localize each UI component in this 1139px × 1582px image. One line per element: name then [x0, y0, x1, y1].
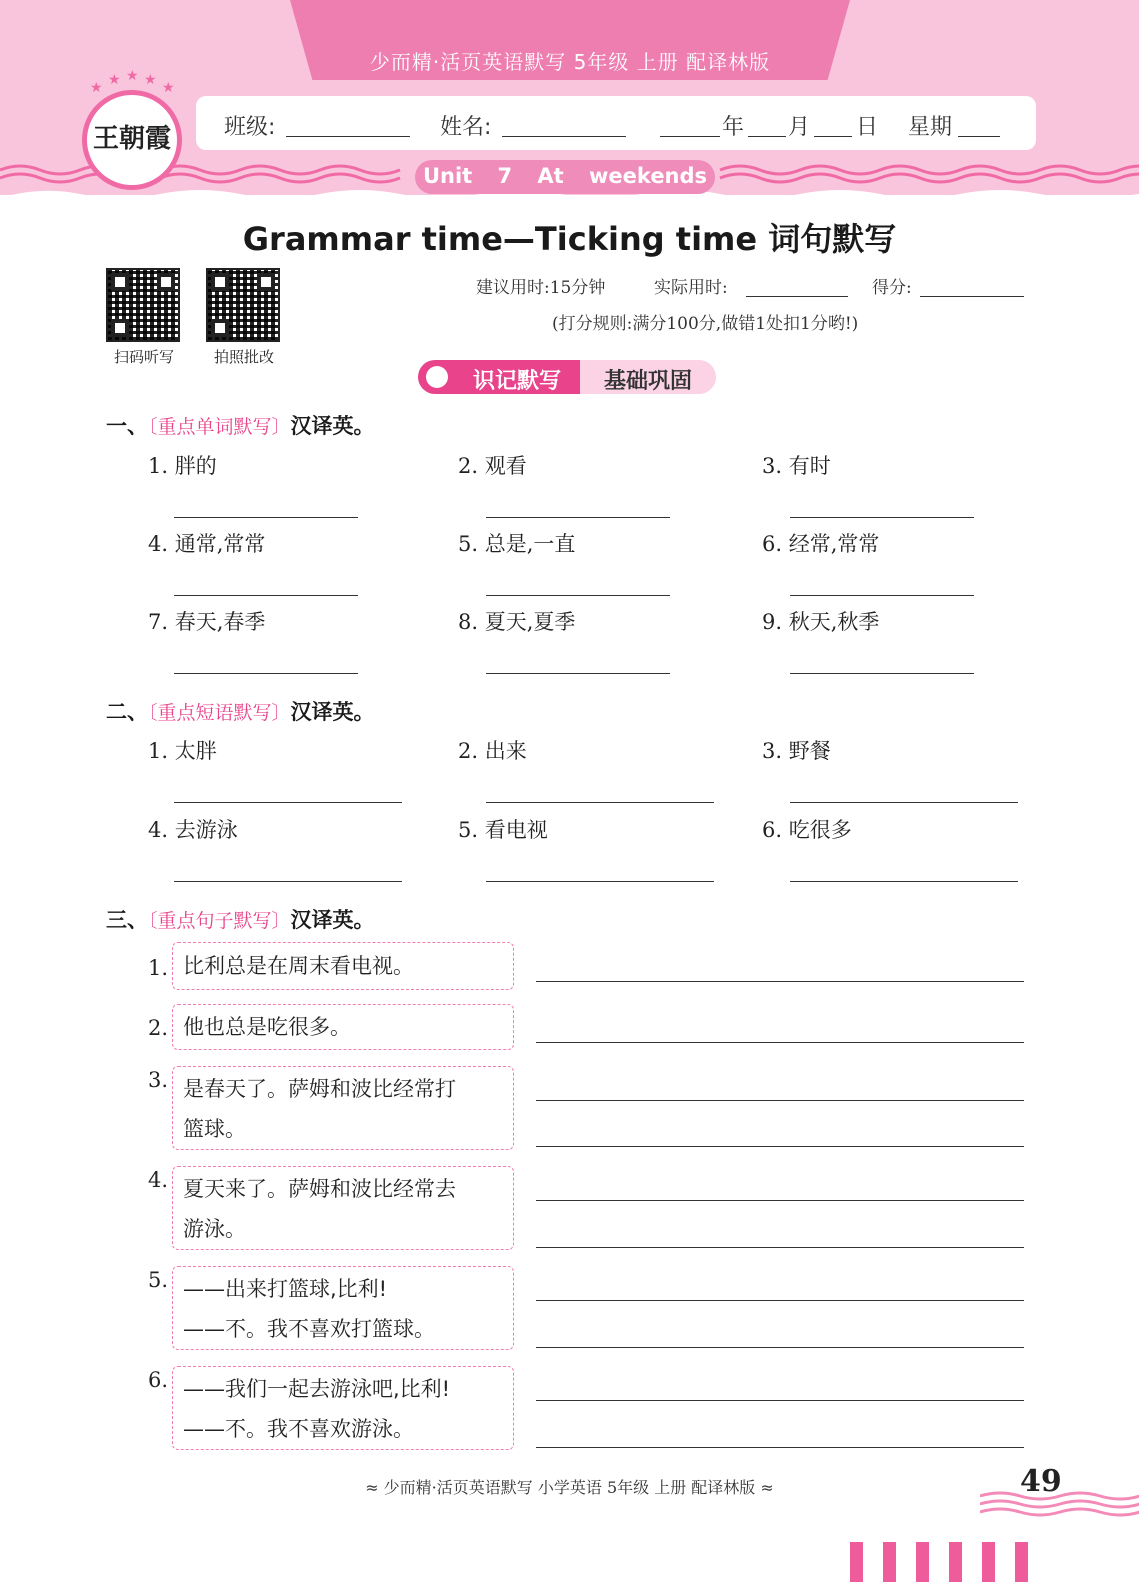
medal-icon	[426, 366, 448, 388]
sentence-text: ——出来打篮球,比利!	[183, 1277, 388, 1301]
sentence-text: 是春天了。萨姆和波比经常打	[183, 1077, 456, 1101]
sentence-text: 篮球。	[183, 1117, 246, 1141]
sentence-number: 3.	[148, 1068, 169, 1092]
answer-line[interactable]	[486, 516, 670, 518]
sentence-number: 1.	[148, 956, 169, 980]
star-icon: ★	[126, 68, 139, 84]
word-item: 1. 胖的	[148, 454, 217, 478]
name-label: 姓名:	[440, 115, 492, 140]
sentence-text: 比利总是在周末看电视。	[183, 954, 414, 978]
decorative-bar	[883, 1542, 896, 1582]
answer-line[interactable]	[174, 594, 358, 596]
series-title: 少而精·活页英语默写 5年级 上册 配译林版	[369, 50, 771, 74]
unit-title: Unit 7 At weekends	[422, 164, 708, 188]
sentence-text: ——不。我不喜欢游泳。	[183, 1417, 414, 1441]
sentence-text: ——不。我不喜欢打篮球。	[183, 1317, 435, 1341]
star-icon: ★	[108, 72, 121, 88]
phrase-item: 1. 太胖	[148, 739, 217, 763]
sentence-box	[172, 1266, 514, 1350]
decorative-bar	[982, 1542, 995, 1582]
qr-code-listen-icon[interactable]	[106, 268, 180, 342]
year-label: 年	[722, 115, 745, 140]
sentence-box	[172, 1166, 514, 1250]
score-label: 得分:	[872, 278, 912, 298]
star-icon: ★	[162, 80, 175, 96]
sentence-text: 他也总是吃很多。	[183, 1015, 351, 1039]
answer-line[interactable]	[790, 880, 1018, 882]
sentence-number: 4.	[148, 1168, 169, 1192]
page-number: 49	[1020, 1464, 1062, 1499]
answer-line[interactable]	[486, 672, 670, 674]
sentence-number: 6.	[148, 1368, 169, 1392]
sentence-box	[172, 1066, 514, 1150]
answer-line[interactable]	[536, 1399, 1024, 1401]
sentence-box	[172, 942, 514, 990]
decorative-bar	[850, 1542, 863, 1582]
word-item: 2. 观看	[458, 454, 527, 478]
brand-logo-text: 王朝霞	[92, 124, 171, 154]
phrase-item: 2. 出来	[458, 739, 527, 763]
section-subtitle: 基础巩固	[603, 369, 692, 394]
answer-line[interactable]	[174, 516, 358, 518]
answer-line[interactable]	[536, 1099, 1024, 1101]
phrase-item: 6. 吃很多	[762, 818, 852, 842]
answer-line[interactable]	[536, 1446, 1024, 1448]
page-footer: ≈ 少而精·活页英语默写 小学英语 5年级 上册 配译林版 ≈	[365, 1478, 774, 1497]
answer-line[interactable]	[174, 801, 402, 803]
qr-code-correct-icon[interactable]	[206, 268, 280, 342]
decorative-bar	[1015, 1542, 1028, 1582]
year-field[interactable]	[660, 112, 720, 137]
answer-line[interactable]	[486, 801, 714, 803]
answer-line[interactable]	[536, 980, 1024, 982]
answer-line[interactable]	[536, 1199, 1024, 1201]
answer-line[interactable]	[174, 672, 358, 674]
qr-listen-label: 扫码听写	[113, 348, 174, 366]
decorative-bar	[949, 1542, 962, 1582]
weekday-field[interactable]	[958, 112, 1000, 137]
name-field[interactable]	[502, 112, 626, 137]
answer-line[interactable]	[790, 516, 974, 518]
word-item: 9. 秋天,秋季	[762, 610, 880, 634]
sentence-text: ——我们一起去游泳吧,比利!	[183, 1377, 451, 1401]
scoring-rule: (打分规则:满分100分,做错1处扣1分哟!)	[552, 314, 859, 334]
class-field[interactable]	[286, 112, 410, 137]
answer-line[interactable]	[790, 672, 974, 674]
answer-line[interactable]	[790, 594, 974, 596]
word-item: 3. 有时	[762, 454, 831, 478]
answer-line[interactable]	[536, 1145, 1024, 1147]
sentence-number: 5.	[148, 1268, 169, 1292]
word-item: 7. 春天,春季	[148, 610, 266, 634]
sentence-box	[172, 1366, 514, 1450]
weekday-label: 星期	[908, 115, 953, 140]
question-3-heading: 三、〔重点句子默写〕汉译英。	[106, 908, 375, 932]
sentence-text: 游泳。	[183, 1217, 246, 1241]
answer-line[interactable]	[790, 801, 1018, 803]
actual-time-label: 实际用时:	[654, 278, 728, 298]
answer-line[interactable]	[174, 880, 402, 882]
answer-line[interactable]	[486, 880, 714, 882]
answer-line[interactable]	[536, 1346, 1024, 1348]
sentence-text: 夏天来了。萨姆和波比经常去	[183, 1177, 456, 1201]
phrase-item: 4. 去游泳	[148, 818, 238, 842]
day-field[interactable]	[814, 112, 852, 137]
month-label: 月	[788, 115, 811, 140]
answer-line[interactable]	[536, 1041, 1024, 1043]
phrase-item: 3. 野餐	[762, 739, 831, 763]
star-icon: ★	[144, 72, 157, 88]
month-field[interactable]	[748, 112, 786, 137]
decorative-bar	[916, 1542, 929, 1582]
phrase-item: 5. 看电视	[458, 818, 548, 842]
word-item: 8. 夏天,夏季	[458, 610, 576, 634]
answer-line[interactable]	[536, 1246, 1024, 1248]
qr-correct-label: 拍照批改	[213, 348, 274, 366]
class-label: 班级:	[224, 115, 276, 140]
question-2-heading: 二、〔重点短语默写〕汉译英。	[106, 700, 375, 724]
actual-time-field[interactable]	[746, 272, 848, 297]
word-item: 4. 通常,常常	[148, 532, 266, 556]
day-label: 日	[856, 115, 879, 140]
sentence-number: 2.	[148, 1016, 169, 1040]
question-1-heading: 一、〔重点单词默写〕汉译英。	[106, 414, 375, 438]
section-title: 识记默写	[472, 369, 561, 394]
suggested-time: 建议用时:15分钟	[476, 278, 606, 298]
star-icon: ★	[90, 80, 103, 96]
word-item: 5. 总是,一直	[458, 532, 576, 556]
score-field[interactable]	[920, 272, 1024, 297]
answer-line[interactable]	[536, 1299, 1024, 1301]
answer-line[interactable]	[486, 594, 670, 596]
word-item: 6. 经常,常常	[762, 532, 880, 556]
page-title: Grammar time—Ticking time 词句默写	[242, 220, 897, 258]
sentence-box	[172, 1004, 514, 1050]
